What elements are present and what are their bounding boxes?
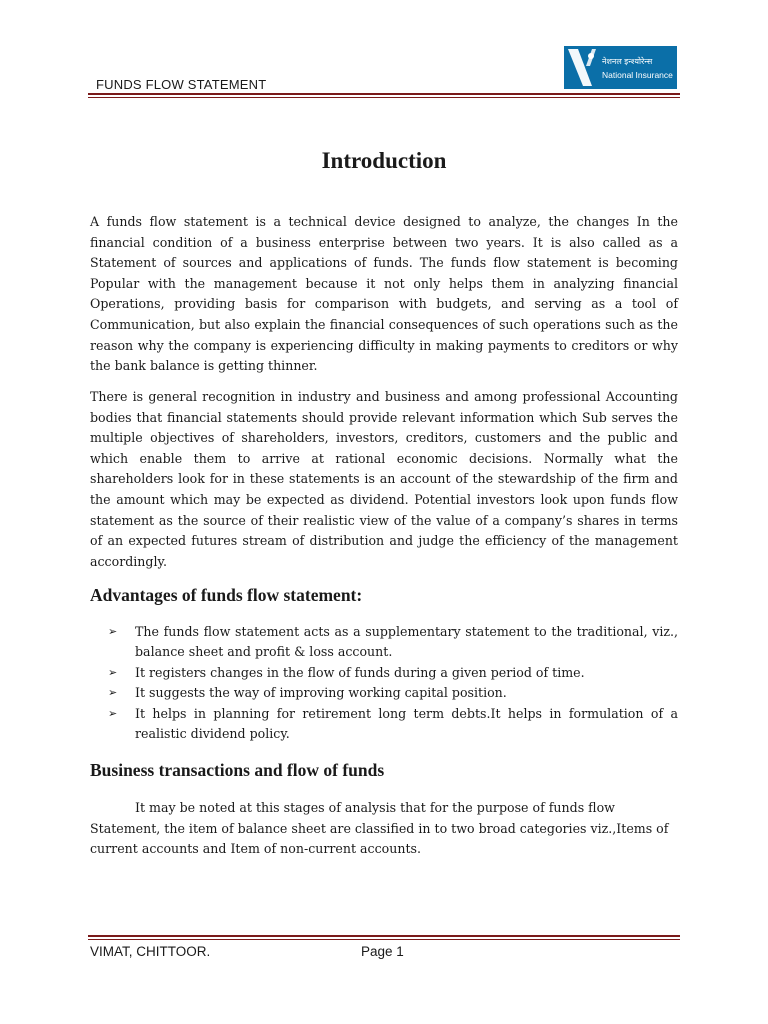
logo-english-text: National Insurance	[602, 70, 673, 80]
list-item	[108, 663, 678, 683]
list-item	[108, 683, 678, 703]
intro-paragraph-1: A funds flow statement is a technical device designed to analyze, the changes In the financial condition of a business enterprise between two years. It is also called as a Statement of sources and applications of funds. The funds flow statement is becoming Popular with the management because it not only helps them in analyzing financial Operations, providing basis for comparison with budgets, and serving as a tool of Communication, but also explain the financial consequences of such operations such as the reason why the company is experiencing difficulty in making payments to creditors or why the bank balance is getting thinner.	[90, 214, 678, 374]
advantages-heading: Advantages of funds flow statement:	[90, 585, 363, 605]
arrow-bullet-icon: ➢	[108, 686, 118, 700]
transactions-rest: Statement, the item of balance sheet are classified in to two broad categories viz.,Items of current accounts and Item of non-current accounts.	[90, 820, 669, 857]
arrow-bullet-icon: ➢	[108, 706, 118, 720]
list-item	[108, 704, 678, 745]
page-title: Introduction	[321, 148, 447, 173]
header-rule	[88, 93, 680, 95]
transactions-line-1: It may be noted at this stages of analysis that for the purpose of funds flow	[135, 800, 615, 815]
logo-emblem-icon	[564, 46, 677, 89]
header-rule-thin	[88, 97, 680, 98]
list-item-text: It helps in planning for retirement long term debts.It helps in formulation of a realistic dividend policy.	[135, 705, 678, 742]
national-insurance-logo	[564, 46, 677, 89]
header-title: FUNDS FLOW STATEMENT	[96, 77, 267, 92]
transactions-heading: Business transactions and flow of funds	[90, 760, 385, 780]
arrow-bullet-icon: ➢	[108, 625, 118, 638]
advantages-list	[108, 622, 678, 744]
list-item-text: It registers changes in the flow of funds during a given period of time.	[135, 664, 585, 680]
page-number: Page 1	[361, 944, 404, 959]
list-item-text: The funds flow statement acts as a supplementary statement to the traditional, viz., balance sheet and profit & loss account.	[135, 624, 678, 660]
list-item-text: It suggests the way of improving working capital position.	[135, 685, 507, 701]
arrow-bullet-icon: ➢	[108, 665, 118, 679]
list-item	[108, 622, 678, 663]
footer-rule-thin	[88, 939, 680, 940]
transactions-paragraph	[90, 798, 680, 860]
logo-hindi-text: नेशनल इन्श्योरेन्स	[602, 57, 653, 66]
intro-paragraph-2: There is general recognition in industry and business and among professional Accounting bodies that financial statements should provide relevant information which Sub serves the multiple objectives of shareholders, investors, creditors, customers and the public and which enable them to arrive at rational economic decisions. Normally what the shareholders look for in these statements is an account of the stewardship of the firm and the amount which may be expected as dividend. Potential investors look upon funds flow statement as the source of their realistic view of the value of a company’s shares in terms of an expected futures stream of distribution and judge the efficiency of the management accordingly.	[90, 389, 678, 569]
footer-rule	[88, 935, 680, 937]
footer-institution: VIMAT, CHITTOOR.	[90, 944, 211, 959]
